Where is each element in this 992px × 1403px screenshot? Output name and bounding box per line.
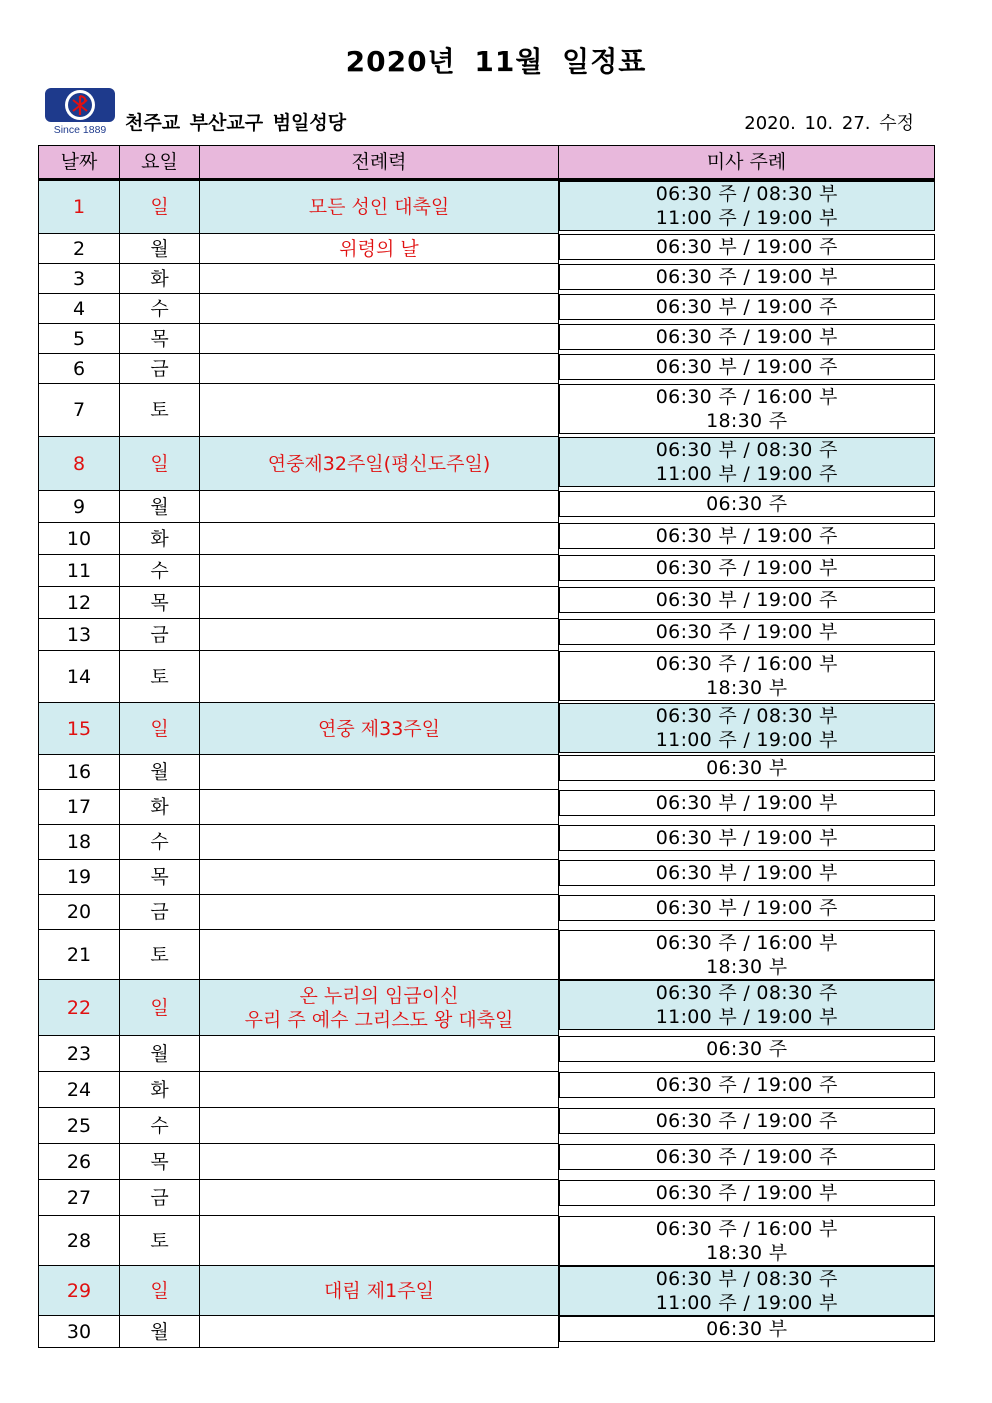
mass-cell bbox=[559, 860, 935, 886]
date-cell-text: 4 bbox=[72, 297, 86, 320]
mass-cell bbox=[559, 555, 935, 581]
liturgical-cell bbox=[200, 825, 559, 860]
date-cell-text: 25 bbox=[66, 1114, 92, 1137]
day-of-week-cell bbox=[120, 1266, 200, 1316]
table-row bbox=[39, 437, 935, 491]
schedule-table bbox=[38, 145, 935, 1348]
mass-cell-text: 06:30 주 bbox=[706, 1037, 788, 1060]
revision-date: 2020. 10. 27. 수정 bbox=[744, 113, 914, 134]
table-row bbox=[39, 324, 935, 354]
table-row bbox=[39, 1144, 935, 1180]
day-of-week-cell bbox=[120, 755, 200, 790]
day-of-week-cell-text: 수 bbox=[150, 559, 169, 582]
mass-cell bbox=[559, 651, 935, 701]
table-row bbox=[39, 930, 935, 980]
table-row bbox=[39, 1316, 935, 1348]
table-row bbox=[39, 180, 935, 234]
table-row bbox=[39, 980, 935, 1036]
date-cell bbox=[39, 324, 120, 354]
date-cell bbox=[39, 1216, 120, 1266]
date-cell bbox=[39, 755, 120, 790]
date-cell-text: 14 bbox=[66, 665, 92, 688]
day-of-week-cell bbox=[120, 523, 200, 555]
date-cell-text: 1 bbox=[72, 196, 86, 218]
table-row bbox=[39, 523, 935, 555]
date-cell-text: 24 bbox=[66, 1078, 92, 1101]
date-cell bbox=[39, 555, 120, 587]
mass-cell-text: 06:30 부 / 08:30 주 11:00 부 / 19:00 주 bbox=[655, 438, 838, 485]
day-of-week-cell bbox=[120, 1216, 200, 1266]
table-row bbox=[39, 1180, 935, 1216]
date-cell-text: 26 bbox=[66, 1150, 92, 1173]
liturgical-cell bbox=[200, 980, 559, 1036]
date-cell bbox=[39, 234, 120, 264]
mass-cell-text: 06:30 주 / 19:00 주 bbox=[655, 1073, 838, 1096]
day-of-week-cell-text: 화 bbox=[150, 1078, 169, 1101]
mass-cell-text: 06:30 부 / 19:00 주 bbox=[655, 235, 838, 258]
header-date: 날짜 bbox=[39, 146, 120, 180]
table-row bbox=[39, 1216, 935, 1266]
table-row bbox=[39, 651, 935, 703]
day-of-week-cell-text: 화 bbox=[150, 527, 169, 550]
date-cell bbox=[39, 180, 120, 234]
date-cell-text: 7 bbox=[72, 399, 86, 421]
day-of-week-cell-text: 토 bbox=[150, 1229, 169, 1252]
day-of-week-cell-text: 일 bbox=[150, 452, 169, 475]
day-of-week-cell-text: 수 bbox=[150, 1114, 169, 1137]
date-cell bbox=[39, 1108, 120, 1144]
date-cell-text: 20 bbox=[66, 901, 92, 923]
liturgical-cell bbox=[200, 1316, 559, 1348]
mass-cell bbox=[559, 1036, 935, 1062]
liturgical-cell bbox=[200, 234, 559, 264]
liturgical-cell bbox=[200, 1036, 559, 1072]
table-row bbox=[39, 1266, 935, 1316]
table-row bbox=[39, 790, 935, 825]
day-of-week-cell bbox=[120, 619, 200, 651]
liturgical-cell bbox=[200, 1108, 559, 1144]
date-cell bbox=[39, 1266, 120, 1316]
table-row bbox=[39, 384, 935, 437]
header-liturgical-calendar: 전례력 bbox=[200, 146, 559, 180]
day-of-week-cell bbox=[120, 930, 200, 980]
day-of-week-cell bbox=[120, 324, 200, 354]
liturgical-cell bbox=[200, 555, 559, 587]
day-of-week-cell bbox=[120, 790, 200, 825]
mass-cell-text: 06:30 주 / 08:30 주 11:00 부 / 19:00 부 bbox=[655, 981, 838, 1028]
mass-cell-text: 06:30 주 / 19:00 부 bbox=[655, 1181, 838, 1204]
date-cell bbox=[39, 895, 120, 930]
day-of-week-cell-text: 수 bbox=[150, 297, 169, 320]
mass-cell bbox=[559, 1180, 935, 1206]
day-of-week-cell-text: 화 bbox=[150, 796, 169, 818]
table-row bbox=[39, 354, 935, 384]
date-cell bbox=[39, 980, 120, 1036]
mass-cell-text: 06:30 부 / 19:00 부 bbox=[655, 791, 838, 814]
mass-cell-text: 06:30 주 / 16:00 부 18:30 주 bbox=[655, 385, 838, 432]
table-row bbox=[39, 825, 935, 860]
mass-cell-text: 06:30 부 / 19:00 주 bbox=[655, 896, 838, 919]
date-cell-text: 11 bbox=[66, 559, 92, 582]
parish-name: 천주교 부산교구 범일성당 bbox=[125, 112, 347, 134]
date-cell bbox=[39, 587, 120, 619]
date-cell-text: 18 bbox=[66, 831, 92, 853]
day-of-week-cell-text: 목 bbox=[150, 591, 169, 614]
day-of-week-cell-text: 토 bbox=[150, 943, 169, 966]
mass-cell bbox=[559, 587, 935, 613]
date-cell-text: 28 bbox=[66, 1229, 92, 1252]
date-cell bbox=[39, 825, 120, 860]
day-of-week-cell-text: 금 bbox=[150, 623, 169, 646]
day-of-week-cell bbox=[120, 180, 200, 234]
table-row bbox=[39, 860, 935, 895]
mass-cell bbox=[559, 1216, 935, 1266]
day-of-week-cell-text: 일 bbox=[150, 196, 169, 218]
mass-cell bbox=[559, 264, 935, 290]
mass-cell-text: 06:30 주 / 19:00 부 bbox=[655, 265, 838, 288]
day-of-week-cell bbox=[120, 294, 200, 324]
mass-cell bbox=[559, 354, 935, 380]
mass-cell bbox=[559, 384, 935, 434]
liturgical-cell bbox=[200, 437, 559, 491]
mass-cell bbox=[559, 980, 935, 1030]
date-cell-text: 30 bbox=[66, 1320, 92, 1343]
liturgical-cell-text: 연중 제33주일 bbox=[318, 717, 440, 740]
mass-cell bbox=[559, 1144, 935, 1170]
liturgical-cell bbox=[200, 324, 559, 354]
date-cell-text: 9 bbox=[72, 495, 86, 518]
table-header-row bbox=[39, 146, 935, 180]
liturgical-cell bbox=[200, 755, 559, 790]
date-cell-text: 22 bbox=[66, 996, 92, 1019]
table-row bbox=[39, 703, 935, 755]
day-of-week-cell bbox=[120, 587, 200, 619]
date-cell-text: 15 bbox=[66, 717, 92, 740]
date-cell bbox=[39, 860, 120, 895]
day-of-week-cell-text: 월 bbox=[150, 495, 169, 518]
day-of-week-cell-text: 화 bbox=[150, 267, 169, 290]
mass-cell bbox=[559, 1108, 935, 1134]
day-of-week-cell bbox=[120, 860, 200, 895]
date-cell-text: 12 bbox=[66, 591, 92, 614]
mass-cell-text: 06:30 부 / 19:00 주 bbox=[655, 588, 838, 611]
liturgical-cell bbox=[200, 587, 559, 619]
table-row bbox=[39, 294, 935, 324]
liturgical-cell bbox=[200, 354, 559, 384]
day-of-week-cell-text: 토 bbox=[150, 399, 169, 421]
day-of-week-cell bbox=[120, 980, 200, 1036]
header-mass-celebrant: 미사 주례 bbox=[559, 146, 935, 180]
date-cell-text: 5 bbox=[72, 327, 86, 350]
date-cell bbox=[39, 619, 120, 651]
date-cell bbox=[39, 264, 120, 294]
date-cell-text: 10 bbox=[66, 527, 92, 550]
mass-cell bbox=[559, 324, 935, 350]
mass-cell bbox=[559, 1072, 935, 1098]
mass-cell bbox=[559, 181, 935, 231]
liturgical-cell bbox=[200, 294, 559, 324]
date-cell bbox=[39, 930, 120, 980]
date-cell bbox=[39, 1316, 120, 1348]
date-cell bbox=[39, 437, 120, 491]
liturgical-cell bbox=[200, 384, 559, 437]
day-of-week-cell bbox=[120, 234, 200, 264]
liturgical-cell-text: 연중제32주일(평신도주일) bbox=[267, 452, 491, 475]
liturgical-cell bbox=[200, 619, 559, 651]
day-of-week-cell-text: 월 bbox=[150, 761, 169, 783]
liturgical-cell-text: 대림 제1주일 bbox=[324, 1279, 434, 1302]
date-cell bbox=[39, 384, 120, 437]
liturgical-cell bbox=[200, 930, 559, 980]
table-row bbox=[39, 755, 935, 790]
liturgical-cell bbox=[200, 1072, 559, 1108]
mass-cell-text: 06:30 주 / 08:30 부 11:00 주 / 19:00 부 bbox=[655, 183, 838, 229]
mass-cell bbox=[559, 294, 935, 320]
day-of-week-cell-text: 금 bbox=[150, 1186, 169, 1209]
table-row bbox=[39, 895, 935, 930]
day-of-week-cell bbox=[120, 825, 200, 860]
day-of-week-cell-text: 일 bbox=[150, 717, 169, 740]
liturgical-cell-text: 모든 성인 대축일 bbox=[308, 196, 450, 218]
table-row bbox=[39, 1036, 935, 1072]
liturgical-cell bbox=[200, 1216, 559, 1266]
liturgical-cell bbox=[200, 1180, 559, 1216]
day-of-week-cell-text: 월 bbox=[150, 1320, 169, 1343]
liturgical-cell bbox=[200, 491, 559, 523]
mass-cell bbox=[559, 1316, 935, 1342]
day-of-week-cell-text: 금 bbox=[150, 901, 169, 923]
day-of-week-cell bbox=[120, 491, 200, 523]
date-cell-text: 3 bbox=[72, 267, 86, 290]
table-row bbox=[39, 1108, 935, 1144]
table-row bbox=[39, 587, 935, 619]
day-of-week-cell-text: 월 bbox=[150, 237, 169, 260]
table-row bbox=[39, 264, 935, 294]
date-cell-text: 8 bbox=[72, 452, 86, 475]
date-cell-text: 19 bbox=[66, 866, 92, 888]
day-of-week-cell-text: 목 bbox=[150, 1150, 169, 1173]
mass-cell bbox=[559, 1266, 935, 1316]
day-of-week-cell-text: 토 bbox=[150, 665, 169, 688]
day-of-week-cell bbox=[120, 1036, 200, 1072]
date-cell-text: 6 bbox=[72, 357, 86, 380]
day-of-week-cell-text: 월 bbox=[150, 1042, 169, 1065]
mass-cell bbox=[559, 790, 935, 816]
mass-cell-text: 06:30 부 / 19:00 주 bbox=[655, 355, 838, 378]
mass-cell-text: 06:30 주 / 19:00 부 bbox=[655, 325, 838, 348]
schedule-body bbox=[39, 180, 935, 1348]
liturgical-cell bbox=[200, 1266, 559, 1316]
date-cell bbox=[39, 790, 120, 825]
mass-cell bbox=[559, 619, 935, 645]
day-of-week-cell bbox=[120, 437, 200, 491]
liturgical-cell bbox=[200, 703, 559, 755]
table-row bbox=[39, 619, 935, 651]
liturgical-cell bbox=[200, 264, 559, 294]
mass-cell-text: 06:30 주 / 16:00 부 18:30 부 bbox=[655, 931, 838, 978]
mass-cell bbox=[559, 895, 935, 921]
date-cell bbox=[39, 1036, 120, 1072]
table-row bbox=[39, 555, 935, 587]
day-of-week-cell bbox=[120, 354, 200, 384]
date-cell-text: 27 bbox=[66, 1186, 92, 1209]
mass-cell-text: 06:30 주 / 16:00 부 18:30 부 bbox=[655, 652, 838, 699]
day-of-week-cell bbox=[120, 1072, 200, 1108]
mass-cell-text: 06:30 부 / 08:30 주 11:00 주 / 19:00 부 bbox=[655, 1267, 838, 1314]
date-cell-text: 17 bbox=[66, 796, 92, 818]
mass-cell bbox=[559, 491, 935, 517]
day-of-week-cell bbox=[120, 1144, 200, 1180]
date-cell-text: 21 bbox=[66, 943, 92, 966]
date-cell bbox=[39, 354, 120, 384]
header-day-of-week: 요일 bbox=[120, 146, 200, 180]
day-of-week-cell-text: 목 bbox=[150, 866, 169, 888]
day-of-week-cell-text: 일 bbox=[150, 996, 169, 1019]
day-of-week-cell bbox=[120, 1316, 200, 1348]
mass-cell bbox=[559, 930, 935, 980]
mass-cell-text: 06:30 주 / 16:00 부 18:30 부 bbox=[655, 1217, 838, 1264]
date-cell-text: 29 bbox=[66, 1279, 92, 1302]
mass-cell-text: 06:30 부 / 19:00 주 bbox=[655, 524, 838, 547]
date-cell bbox=[39, 491, 120, 523]
date-cell-text: 2 bbox=[72, 237, 86, 260]
liturgical-cell bbox=[200, 1144, 559, 1180]
date-cell-text: 13 bbox=[66, 623, 92, 646]
day-of-week-cell-text: 목 bbox=[150, 327, 169, 350]
liturgical-cell bbox=[200, 860, 559, 895]
day-of-week-cell bbox=[120, 895, 200, 930]
date-cell-text: 23 bbox=[66, 1042, 92, 1065]
parish-logo bbox=[44, 86, 116, 136]
mass-cell-text: 06:30 부 bbox=[706, 756, 788, 779]
mass-cell-text: 06:30 부 bbox=[706, 1317, 788, 1340]
table-row bbox=[39, 1072, 935, 1108]
liturgical-cell bbox=[200, 651, 559, 703]
date-cell-text: 16 bbox=[66, 761, 92, 783]
mass-cell-text: 06:30 부 / 19:00 부 bbox=[655, 826, 838, 849]
day-of-week-cell bbox=[120, 384, 200, 437]
liturgical-cell-text: 온 누리의 임금이신 우리 주 예수 그리스도 왕 대축일 bbox=[244, 984, 514, 1031]
day-of-week-cell-text: 수 bbox=[150, 831, 169, 853]
mass-cell-text: 06:30 주 bbox=[706, 492, 788, 515]
day-of-week-cell-text: 금 bbox=[150, 357, 169, 380]
mass-cell-text: 06:30 주 / 19:00 주 bbox=[655, 1109, 838, 1132]
date-cell bbox=[39, 523, 120, 555]
liturgical-cell bbox=[200, 523, 559, 555]
day-of-week-cell-text: 일 bbox=[150, 1279, 169, 1302]
day-of-week-cell bbox=[120, 703, 200, 755]
mass-cell bbox=[559, 825, 935, 851]
date-cell bbox=[39, 1180, 120, 1216]
liturgical-cell bbox=[200, 180, 559, 234]
mass-cell-text: 06:30 주 / 19:00 부 bbox=[655, 556, 838, 579]
date-cell bbox=[39, 1072, 120, 1108]
page-title: 2020년 11월 일정표 bbox=[345, 45, 647, 78]
day-of-week-cell bbox=[120, 1108, 200, 1144]
mass-cell-text: 06:30 주 / 08:30 부 11:00 주 / 19:00 부 bbox=[655, 704, 838, 751]
table-row bbox=[39, 234, 935, 264]
mass-cell bbox=[559, 523, 935, 549]
mass-cell-text: 06:30 주 / 19:00 부 bbox=[655, 620, 838, 643]
date-cell bbox=[39, 294, 120, 324]
day-of-week-cell bbox=[120, 1180, 200, 1216]
mass-cell bbox=[559, 755, 935, 781]
mass-cell bbox=[559, 703, 935, 753]
date-cell bbox=[39, 1144, 120, 1180]
day-of-week-cell bbox=[120, 264, 200, 294]
liturgical-cell bbox=[200, 790, 559, 825]
day-of-week-cell bbox=[120, 651, 200, 703]
mass-cell bbox=[559, 234, 935, 260]
mass-cell bbox=[559, 437, 935, 487]
logo-caption: Since 1889 bbox=[53, 124, 107, 136]
liturgical-cell bbox=[200, 895, 559, 930]
date-cell bbox=[39, 703, 120, 755]
mass-cell-text: 06:30 부 / 19:00 주 bbox=[655, 295, 838, 318]
mass-cell-text: 06:30 주 / 19:00 주 bbox=[655, 1145, 838, 1168]
liturgical-cell-text: 위령의 날 bbox=[339, 237, 419, 260]
date-cell bbox=[39, 651, 120, 703]
table-row bbox=[39, 491, 935, 523]
day-of-week-cell bbox=[120, 555, 200, 587]
mass-cell-text: 06:30 부 / 19:00 부 bbox=[655, 861, 838, 884]
